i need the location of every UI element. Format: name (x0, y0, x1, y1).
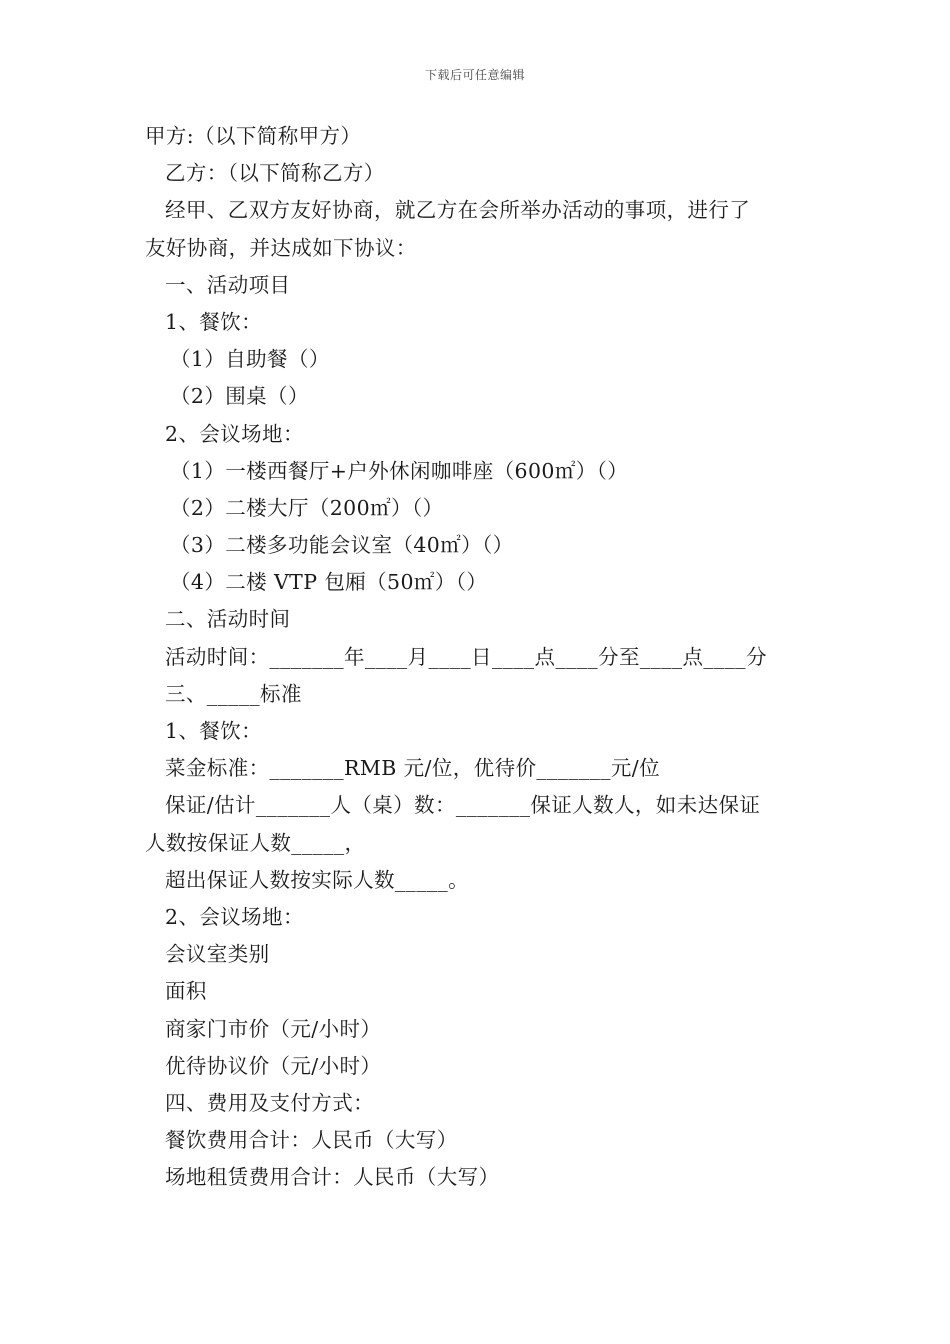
subheading-catering: 1、餐饮： (165, 309, 263, 334)
guarantee-line-2: 人数按保证人数_____， (145, 830, 366, 855)
intro-paragraph-line-1: 经甲、乙双方友好协商，就乙方在会所举办活动的事项，进行了 (165, 198, 751, 223)
retail-price-label: 商家门市价（元/小时） (165, 1016, 382, 1041)
subheading-venue-standard: 2、会议场地： (165, 904, 304, 929)
option-buffet: （1）自助餐（） (170, 347, 330, 372)
section-heading-activity-items: 一、活动项目 (165, 272, 291, 297)
excess-guests-line: 超出保证人数按实际人数_____。 (165, 867, 470, 892)
option-venue-2: （2）二楼大厅（200㎡）（） (170, 495, 444, 520)
section-heading-fees-payment: 四、费用及支付方式： (165, 1090, 374, 1115)
intro-paragraph-line-2: 友好协商，并达成如下协议： (145, 235, 417, 260)
area-label: 面积 (165, 979, 207, 1004)
menu-price-line: 菜金标准：_______RMB 元/位，优待价_______元/位 (165, 756, 661, 781)
option-venue-1: （1）一楼西餐厅+户外休闲咖啡座（600㎡）（） (170, 458, 629, 483)
catering-total-line: 餐饮费用合计：人民币（大写） (165, 1128, 458, 1153)
option-round-table: （2）围桌（） (170, 384, 309, 409)
party-a-line: 甲方:（以下简称甲方） (145, 124, 362, 148)
section-heading-standard: 三、_____标准 (165, 681, 302, 706)
party-b-line: 乙方：（以下简称乙方） (165, 161, 385, 186)
page-header-note: 下载后可任意编辑 (424, 68, 525, 82)
document-body (145, 118, 810, 1196)
section-heading-activity-time: 二、活动时间 (165, 607, 291, 632)
agreement-price-label: 优待协议价（元/小时） (165, 1053, 382, 1078)
option-venue-4: （4）二楼 VTP 包厢（50㎡）（） (170, 570, 488, 595)
guarantee-line-1: 保证/估计_______人（桌）数：_______保证人数人，如未达保证 (165, 793, 761, 818)
activity-time-fill-line: 活动时间：_______年____月____日____点____分至____点____分 (165, 644, 767, 669)
venue-rental-total-line: 场地租赁费用合计：人民币（大写） (165, 1165, 500, 1190)
subheading-venue: 2、会议场地： (165, 421, 304, 446)
option-venue-3: （3）二楼多功能会议室（40㎡）（） (170, 533, 514, 558)
venue-type-label: 会议室类别 (165, 942, 270, 967)
subheading-catering-standard: 1、餐饮： (165, 719, 263, 743)
